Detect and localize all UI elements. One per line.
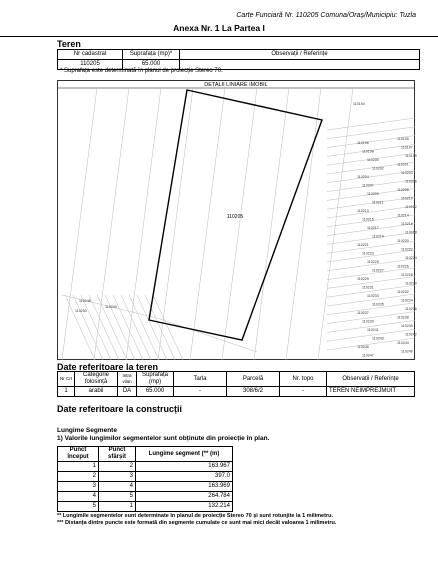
neighbor-parcel-label: 110232 [397,290,409,294]
cell-start: 4 [58,492,99,502]
neighbor-parcel-label: 110239 [362,319,374,324]
date-constructii-title: Date referitoare la construcții [57,404,183,414]
neighbor-parcel-label: 110243 [372,336,384,341]
col-punct-sfarsit: Punct sfârșit [99,447,136,462]
neighbor-parcel-label: 110222 [401,247,413,252]
neighbor-parcel-label: 110248 [79,299,91,303]
cell-categorie: arabil [75,387,118,397]
neighbor-parcel-label: 110235 [372,302,384,307]
neighbor-parcel-label: 110216 [401,222,413,226]
neighbor-parcel-label: 110203 [401,171,413,175]
map-title: DETALII LINIARE IMOBIL [204,82,268,88]
map-drawing [57,80,415,360]
document-header [0,0,438,37]
neighbor-parcel-label: 110207 [362,183,374,188]
cell-end: 1 [99,502,136,512]
table-row [58,492,233,502]
col-tarla: Tarla [174,372,227,387]
teren-title: Teren [57,39,81,49]
neighbor-parcel-label: 110208 [397,188,409,192]
neighbor-parcel-label: 110221 [357,243,369,247]
cell-observatii: TEREN NEIMPREJMUIT [327,387,415,397]
neighbor-parcel-label: 110196 [357,141,369,145]
neighbor-parcel-label: 110212 [405,205,417,209]
neighbor-parcel-label: 110219 [372,234,384,239]
col-suprafata: Suprafața (mp)* [123,50,180,60]
neighbor-parcel-label: 110211 [372,200,384,205]
table-row [58,482,233,492]
table-header-row [58,372,415,387]
neighbor-parcel-label: 110214 [397,213,409,218]
table-header-row [58,50,420,60]
col-observatii: Observații / Referințe [180,50,420,60]
cell-end: 4 [99,482,136,492]
cell-start: 2 [58,472,99,482]
carte-funciara-line: Carte Funciară Nr. 110205 Comuna/Oraș/Municipiu: Tuzla [236,12,416,19]
neighbor-parcel-label: 110242 [405,332,417,337]
neighbor-parcel-label: 110210 [401,196,413,201]
col-suprafata: Suprafața (mp) [137,372,174,387]
table-row [58,472,233,482]
col-observatii: Observații / Referințe [327,372,415,387]
col-parcela: Parcelă [227,372,280,387]
cell-nr-topo: - [280,387,327,397]
teren-note: * Suprafața este determinată în planul de proiecție Stereo 70. [60,68,223,74]
neighbor-parcel-label: 110217 [367,226,379,230]
col-nr-crt: Nr Crt [58,372,75,387]
neighbor-parcel-label: 110249 [105,305,117,309]
cell-parcela: 308/6/2 [227,387,280,397]
footnote-1: ** Lungimile segmentelor sunt determinate în planul de proiecție Stereo 70 și sunt rotunjite la 1 milimetru. [57,513,333,519]
teren-table [57,49,420,70]
neighbor-parcel-label: 110218 [405,230,417,235]
cell-end: 2 [99,462,136,472]
neighbor-parcel-label: 110195 [397,137,409,141]
neighbor-parcel-label: 110201 [397,162,409,167]
neighbor-parcel-label: 110215 [362,217,374,222]
neighbor-parcel-label: 110238 [397,315,409,320]
parcel-map [57,80,415,360]
cell-suprafata: 65.000 [137,387,174,397]
col-punct-inceput: Punct început [58,447,99,462]
neighbor-parcel-label: 110224 [405,256,417,260]
neighbor-parcel-label: 110250 [75,309,87,313]
cell-end: 3 [99,472,136,482]
neighbor-parcel-label: 110213 [357,209,369,213]
neighbor-parcel-label: 110240 [401,324,413,328]
date-teren-table [57,371,415,397]
col-intravilan: Intra vilan [118,372,137,387]
neighbor-parcel-label: 110241 [367,328,379,332]
neighbor-parcel-label: 110230 [405,281,417,286]
cell-length: 132.214 [136,502,233,512]
neighbor-parcel-label: 110236 [405,307,417,311]
neighbor-parcel-label: 110246 [401,349,413,354]
cell-nr-cadastral: 110205 [58,60,123,70]
cell-intravilan: DA [118,387,137,397]
cell-start: 1 [58,462,99,472]
neighbor-parcel-label: 110237 [357,311,369,315]
neighbor-parcel-label: 110233 [367,294,379,298]
cell-length: 163.969 [136,482,233,492]
neighbor-parcel-label: 110225 [367,260,379,264]
neighbor-parcel-label: 110244 [397,341,409,345]
footnote-2: *** Distanța dintre puncte este formată din segmente cumulate ce sunt mai mici decât valoarea 1 milimetru. [57,520,337,526]
neighbor-parcel-label: 110220 [397,239,409,243]
neighbor-parcel-label: 110198 [362,149,374,154]
cell-nr-crt: 1 [58,387,75,397]
col-nr-cadastral: Nr cadastral [58,50,123,60]
lungime-subtitle: 1) Valorile lungimilor segmentelor sunt obținute din proiecție în plan. [57,435,270,442]
neighbor-parcel-label: 110226 [397,264,409,269]
neighbor-parcel-label: 110247 [362,353,374,358]
col-nr-topo: Nr. topo [280,372,327,387]
table-row [58,387,415,397]
table-row [58,462,233,472]
cell-start: 3 [58,482,99,492]
neighbor-parcel-label: 110227 [372,268,384,273]
neighbor-parcel-label: 110223 [362,251,374,256]
cell-tarla: - [174,387,227,397]
neighbor-parcel-label: 110228 [401,273,413,277]
neighbor-parcel-label: 110200 [367,158,379,162]
table-header-row [58,447,233,462]
neighbor-parcel-label: 110204 [357,175,369,179]
neighbor-parcel-label: 110209 [367,192,379,196]
neighbor-parcel-label: 110206 [405,179,417,184]
neighbor-parcel-label: 110234 [401,298,413,303]
cell-length: 163.967 [136,462,233,472]
cell-end: 5 [99,492,136,502]
neighbor-parcel-label: 110194 [353,102,365,106]
cell-suprafata: 65.000 [123,60,180,70]
neighbor-parcel-label: 110231 [362,285,374,290]
neighbor-parcel-label: 110245 [357,345,369,349]
cell-length: 264.784 [136,492,233,502]
lungime-title: Lungime Segmente [57,427,117,434]
col-lungime: Lungime segment (** (m) [136,447,233,462]
neighbor-parcel-label: 110197 [401,145,413,150]
table-row [58,502,233,512]
cell-start: 5 [58,502,99,512]
lungime-table [57,446,233,512]
anexa-title: Anexa Nr. 1 La Partea I [173,23,265,33]
neighbor-parcel-label: 110229 [357,277,369,281]
date-teren-title: Date referitoare la teren [57,362,159,372]
neighbor-parcel-label: 110199 [405,154,417,158]
parcel-label: 110205 [226,214,244,220]
neighbor-parcel-label: 110202 [372,166,384,171]
col-categorie: Categorie folosință [75,372,118,387]
cell-length: 397.0 [136,472,233,482]
